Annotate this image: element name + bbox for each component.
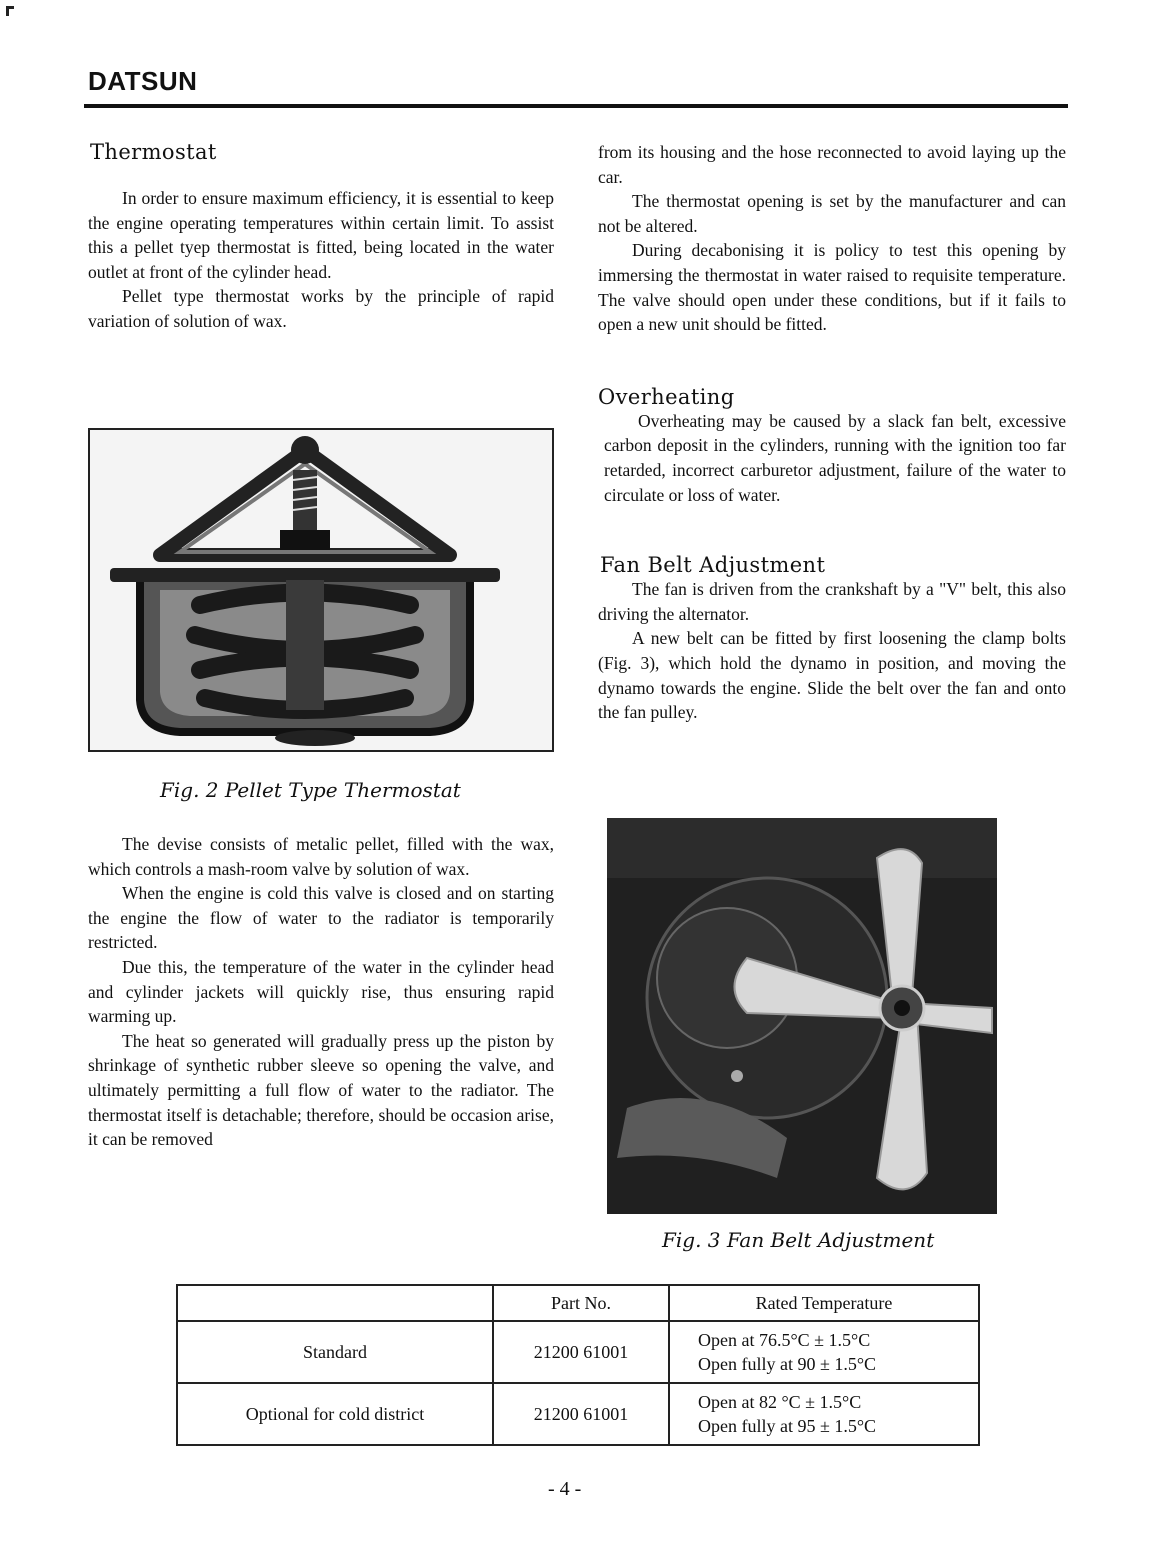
row-label: Standard (177, 1321, 493, 1383)
row-part-no: 21200 61001 (493, 1383, 669, 1445)
thermostat-illustration (90, 430, 552, 750)
cold-engine-para: When the engine is cold this valve is closed and on starting the engine the flow of water to the radiator is temporarily restricted. (88, 883, 554, 953)
temp-open-fully: Open fully at 90 ± 1.5°C (698, 1354, 877, 1374)
table-header-blank (177, 1285, 493, 1321)
table-header-row (177, 1285, 979, 1321)
thermostat-heading: Thermostat (90, 140, 217, 164)
temp-open-fully: Open fully at 95 ± 1.5°C (698, 1416, 877, 1436)
decarbonising-para: During decabonising it is policy to test this opening by immersing the thermostat in water raised to requisite temperature. The valve should open under these conditions, but if it fails to open a new unit should be fitted. (598, 240, 1066, 335)
housing-para: from its housing and the hose reconnected to avoid laying up the car. (598, 142, 1066, 187)
temp-open: Open at 82 °C ± 1.5°C (698, 1392, 862, 1412)
table-header-rated-temp: Rated Temperature (669, 1285, 979, 1321)
temperature-rise-para: Due this, the temperature of the water in the cylinder head and cylinder jackets will quickly rise, thus ensuring rapid warming up. (88, 956, 554, 1027)
left-column-bottom (88, 832, 554, 1152)
thermostat-spec-table (176, 1284, 980, 1446)
thermostat-para-2: Pellet type thermostat works by the principle of rapid variation of solution of wax. (88, 286, 554, 331)
row-part-no: 21200 61001 (493, 1321, 669, 1383)
heat-generated-para: The heat so generated will gradually press up the piston by shrinkage of synthetic rubber sleeve so opening the valve, and ultimately permitting a full flow of water to the radiator. The thermostat itself is detachable; therefore, should be occasion arise, it can be removed (88, 1030, 554, 1150)
figure-3-caption: Fig. 3 Fan Belt Adjustment (662, 1228, 935, 1252)
new-belt-para: A new belt can be fitted by first loosening the clamp bolts (Fig. 3), which hold the dynamo in position, and moving the dynamo towards the engine. Slide the belt over the fan and onto the fan pulley. (598, 628, 1066, 723)
header-rule (84, 104, 1068, 108)
figure-2-thermostat-illustration (88, 428, 554, 752)
overheating-heading: Overheating (598, 384, 735, 409)
fan-belt-photo (607, 818, 997, 1214)
page-number: - 4 - (548, 1478, 582, 1500)
fan-driven-para: The fan is driven from the crankshaft by a "V" belt, this also driving the alternator. (598, 579, 1066, 624)
overheating-para: Overheating may be caused by a slack fan belt, excessive carbon deposit in the cylinders, running with the ignition too far retarded, incorrect carburetor adjustment, failure of the water to circulate or loss of water. (604, 410, 1066, 505)
figure-2-caption: Fig. 2 Pellet Type Thermostat (160, 778, 461, 802)
figure-3-fan-photo (607, 818, 997, 1214)
thermostat-para-1: In order to ensure maximum efficiency, it is essential to keep the engine operating temperatures within certain limit. To assist this a pellet tyep thermostat is fitted, being located in the water outlet at front of the cylinder head. (88, 188, 554, 282)
table-row (177, 1321, 979, 1383)
row-label: Optional for cold district (177, 1383, 493, 1445)
scan-corner-mark (6, 6, 9, 16)
table-header-part-no: Part No. (493, 1285, 669, 1321)
brand-header: DATSUN (88, 66, 198, 96)
left-column-top (88, 140, 554, 334)
fan-belt-heading: Fan Belt Adjustment (600, 553, 826, 578)
row-rated-temp (669, 1321, 979, 1383)
device-para: The devise consists of metalic pellet, filled with the wax, which controls a mash-room valve by solution of wax. (88, 834, 554, 879)
manufacturer-para: The thermostat opening is set by the manufacturer and can not be altered. (598, 191, 1066, 236)
temp-open: Open at 76.5°C ± 1.5°C (698, 1330, 871, 1350)
table-row (177, 1383, 979, 1445)
right-column (598, 140, 1066, 725)
row-rated-temp (669, 1383, 979, 1445)
